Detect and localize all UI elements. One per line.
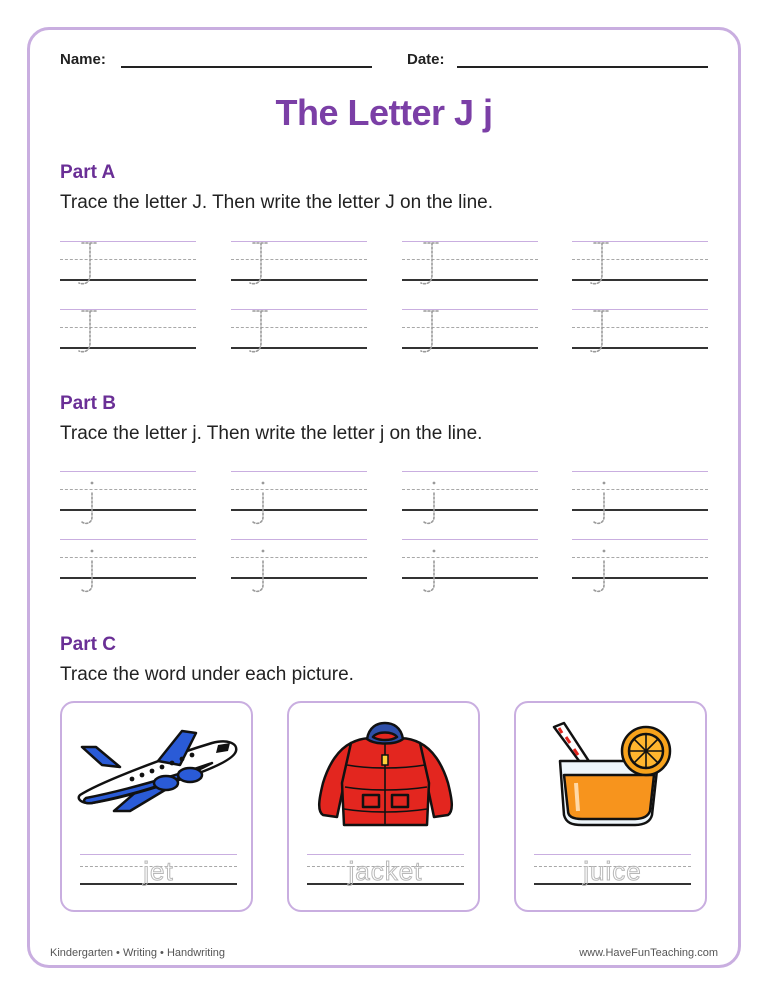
trace-letter-lower bbox=[416, 471, 448, 531]
trace-word-jacket: jacket bbox=[348, 856, 423, 886]
trace-line-jet[interactable] bbox=[80, 854, 237, 884]
practice-line[interactable] bbox=[402, 309, 538, 349]
date-line[interactable] bbox=[457, 66, 708, 68]
trace-letter-lower bbox=[586, 471, 618, 531]
trace-letter-upper bbox=[245, 241, 277, 301]
picture-card-jacket bbox=[287, 701, 480, 912]
practice-line[interactable] bbox=[402, 241, 538, 281]
picture-card-jet bbox=[60, 701, 253, 912]
part-a-instruction: Trace the letter J. Then write the letter J on the line. bbox=[60, 192, 493, 213]
trace-letter-upper bbox=[74, 309, 106, 369]
practice-line[interactable] bbox=[60, 241, 196, 281]
part-a-title: Part A bbox=[60, 162, 116, 183]
practice-line[interactable] bbox=[60, 539, 196, 579]
trace-letter-upper bbox=[245, 309, 277, 369]
practice-line[interactable] bbox=[572, 309, 708, 349]
practice-line[interactable] bbox=[60, 471, 196, 511]
practice-line[interactable] bbox=[231, 539, 367, 579]
trace-letter-upper bbox=[416, 309, 448, 369]
practice-line[interactable] bbox=[572, 471, 708, 511]
part-c-instruction: Trace the word under each picture. bbox=[60, 664, 354, 685]
trace-letter-lower bbox=[74, 471, 106, 531]
trace-letter-upper bbox=[586, 309, 618, 369]
trace-word-jet: jet bbox=[143, 856, 174, 886]
jacket-icon bbox=[289, 703, 482, 853]
name-label: Name: bbox=[60, 51, 106, 68]
picture-card-juice bbox=[514, 701, 707, 912]
footer-categories: Kindergarten • Writing • Handwriting bbox=[50, 947, 226, 959]
trace-letter-lower bbox=[416, 539, 448, 599]
page-title: The Letter J j bbox=[275, 92, 493, 133]
practice-line[interactable] bbox=[231, 309, 367, 349]
part-b-instruction: Trace the letter j. Then write the letter j on the line. bbox=[60, 423, 483, 444]
part-c-title: Part C bbox=[60, 634, 116, 655]
trace-word-juice: juice bbox=[583, 856, 642, 886]
trace-letter-upper bbox=[586, 241, 618, 301]
trace-line-jacket[interactable] bbox=[307, 854, 464, 884]
trace-letter-upper bbox=[416, 241, 448, 301]
practice-line[interactable] bbox=[572, 241, 708, 281]
part-b-title: Part B bbox=[60, 393, 116, 414]
airplane-icon bbox=[62, 703, 255, 853]
juice-icon bbox=[516, 703, 709, 853]
practice-line[interactable] bbox=[231, 241, 367, 281]
date-label: Date: bbox=[407, 51, 445, 68]
practice-line[interactable] bbox=[572, 539, 708, 579]
trace-letter-lower bbox=[245, 539, 277, 599]
trace-line-juice[interactable] bbox=[534, 854, 691, 884]
trace-letter-upper bbox=[74, 241, 106, 301]
practice-line[interactable] bbox=[402, 539, 538, 579]
trace-letter-lower bbox=[245, 471, 277, 531]
practice-line[interactable] bbox=[231, 471, 367, 511]
trace-letter-lower bbox=[586, 539, 618, 599]
trace-letter-lower bbox=[74, 539, 106, 599]
practice-line[interactable] bbox=[60, 309, 196, 349]
practice-line[interactable] bbox=[402, 471, 538, 511]
footer-website[interactable]: www.HaveFunTeaching.com bbox=[579, 947, 718, 959]
name-line[interactable] bbox=[121, 66, 372, 68]
